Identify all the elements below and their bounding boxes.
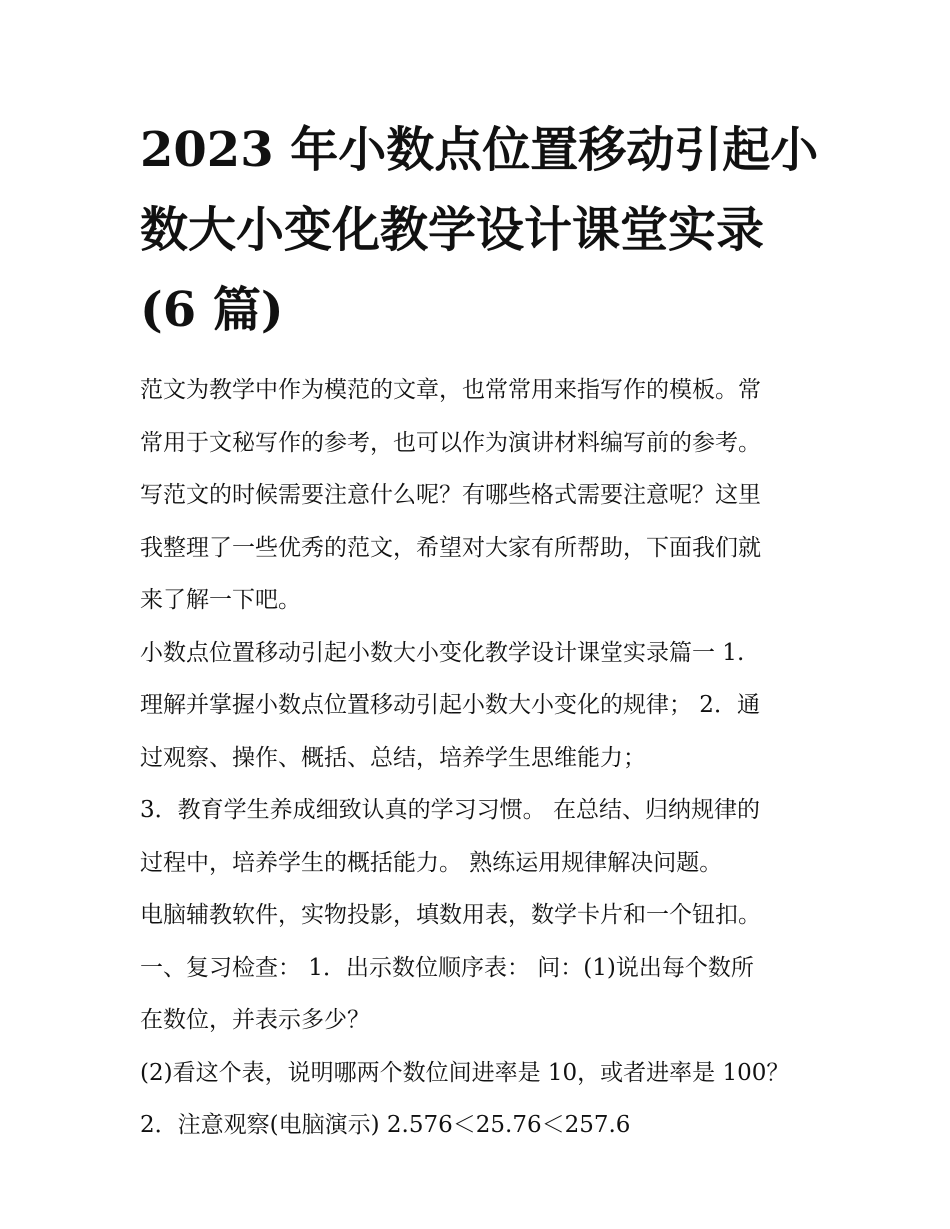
observation-paragraph: [140, 1099, 820, 1152]
text-line: 过观察、操作、概括、总结，培养学生思维能力；: [140, 744, 646, 771]
title-line: (6 篇): [140, 282, 284, 338]
question-paragraph: [140, 1047, 820, 1100]
document-title: [140, 110, 820, 350]
text-line: 在数位，并表示多少？: [140, 1007, 370, 1033]
text-line: 范文为教学中作为模范的文章，也常常用来指写作的模板。常: [140, 377, 761, 403]
text-line: 来了解一下吧。: [140, 587, 301, 613]
goals-paragraph: [140, 784, 820, 889]
text-line: 3．教育学生养成细致认真的学习习惯。 在总结、归纳规律的: [140, 797, 760, 823]
text-line: (2)看这个表，说明哪两个数位间进率是 10，或者进率是 100？: [140, 1059, 790, 1086]
objectives-paragraph: [140, 627, 820, 785]
text-line: 一、复习检查： 1．出示数位顺序表： 问：(1)说出每个数所: [140, 954, 754, 981]
intro-paragraph: [140, 364, 820, 627]
text-line: 2．注意观察(电脑演示) 2.576＜25.76＜257.6: [140, 1112, 631, 1138]
text-line: 电脑辅教软件，实物投影，填数用表，数学卡片和一个钮扣。: [140, 902, 761, 928]
text-line: 写范文的时候需要注意什么呢？有哪些格式需要注意呢？这里: [140, 482, 761, 508]
text-line: 常用于文秘写作的参考，也可以作为演讲材料编写前的参考。: [140, 429, 761, 456]
document-content: [140, 110, 820, 1152]
title-line: 2023 年小数点位置移动引起小: [140, 122, 819, 178]
text-line: 理解并掌握小数点位置移动引起小数大小变化的规律； 2．通: [140, 692, 760, 718]
materials-paragraph: [140, 889, 820, 942]
title-line: 数大小变化教学设计课堂实录: [140, 202, 765, 258]
review-paragraph: [140, 942, 820, 1047]
text-line: 过程中，培养学生的概括能力。 熟练运用规律解决问题。: [140, 849, 723, 876]
text-line: 小数点位置移动引起小数大小变化教学设计课堂实录篇一 1.: [140, 639, 745, 666]
text-line: 我整理了一些优秀的范文，希望对大家有所帮助，下面我们就: [140, 534, 761, 561]
